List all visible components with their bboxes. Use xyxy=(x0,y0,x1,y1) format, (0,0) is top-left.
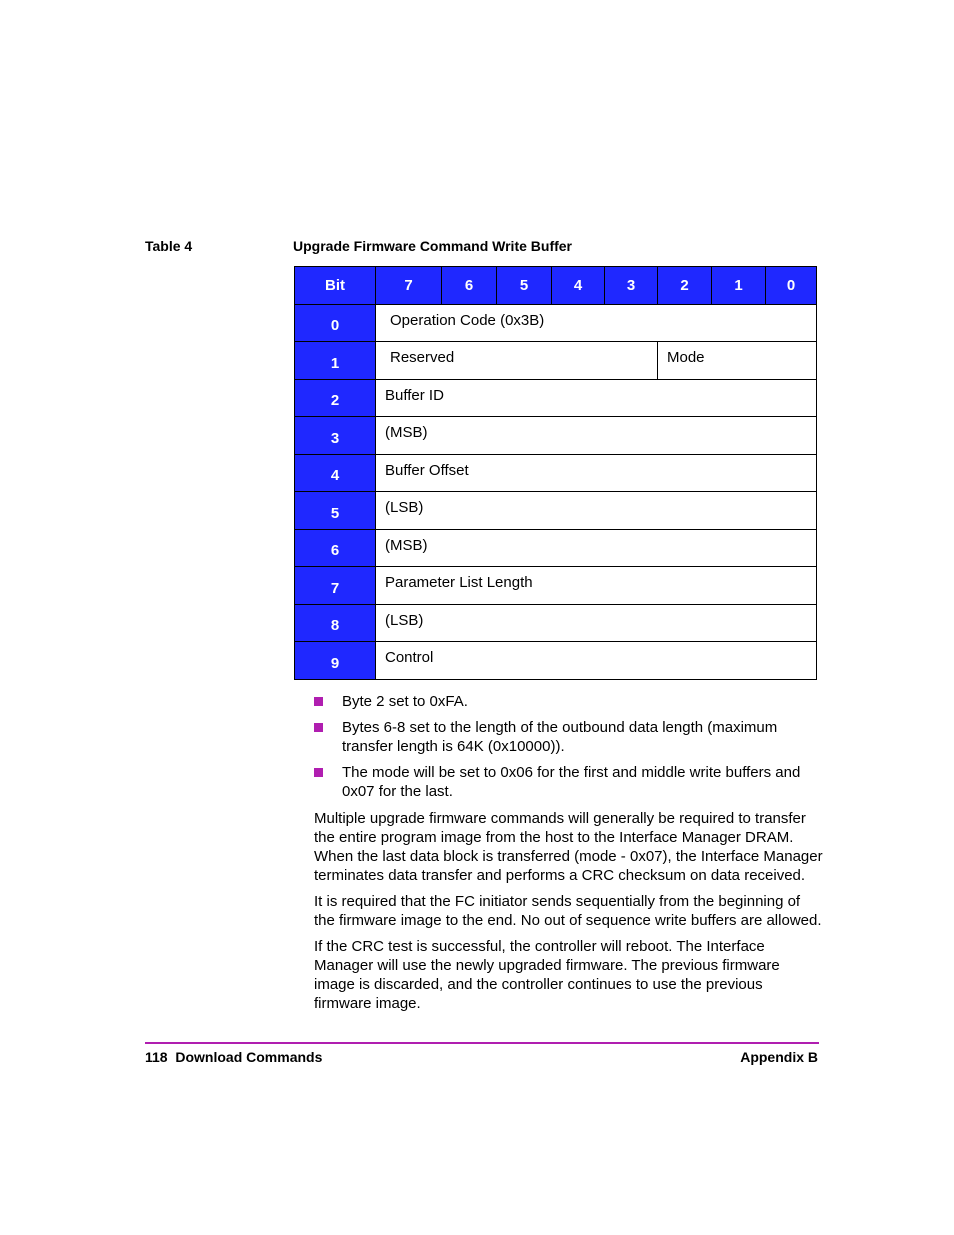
list-item xyxy=(314,763,824,801)
table-row xyxy=(295,379,817,417)
square-bullet-icon xyxy=(314,697,323,706)
table-row xyxy=(295,492,817,530)
table-row xyxy=(295,304,817,342)
byte-number: 1 xyxy=(295,342,376,380)
header-cell-4: 4 xyxy=(552,267,605,305)
table-row xyxy=(295,417,817,455)
table-row xyxy=(295,342,817,380)
table-row xyxy=(295,529,817,567)
table-cell: (MSB) xyxy=(376,417,817,455)
table-row xyxy=(295,567,817,605)
table-cell: (MSB) xyxy=(376,529,817,567)
byte-number: 4 xyxy=(295,454,376,492)
byte-number: 5 xyxy=(295,492,376,530)
header-cell-2: 2 xyxy=(658,267,712,305)
table-row xyxy=(295,642,817,680)
table-header-row xyxy=(295,267,817,305)
bullet-text: Byte 2 set to 0xFA. xyxy=(342,693,468,710)
list-item xyxy=(314,692,824,711)
table-cell: (LSB) xyxy=(376,604,817,642)
bullet-list xyxy=(314,692,824,808)
byte-number: 6 xyxy=(295,529,376,567)
header-cell-0: 0 xyxy=(766,267,817,305)
paragraph: It is required that the FC initiator sends sequentially from the beginning of the firmware image to the end. No out of sequence write buffers are allowed. xyxy=(314,893,822,929)
table-cell: Control xyxy=(376,642,817,680)
table-cell: Buffer Offset xyxy=(376,454,817,492)
header-cell-3: 3 xyxy=(605,267,658,305)
table-cell: Operation Code (0x3B) xyxy=(376,304,817,342)
table-row xyxy=(295,454,817,492)
byte-number: 7 xyxy=(295,567,376,605)
table-caption-title: Upgrade Firmware Command Write Buffer xyxy=(293,238,573,254)
byte-number: 0 xyxy=(295,304,376,342)
square-bullet-icon xyxy=(314,723,323,732)
byte-number: 9 xyxy=(295,642,376,680)
header-cell-1: 1 xyxy=(712,267,766,305)
footer-page-section: 118 Download Commands xyxy=(145,1049,323,1065)
byte-number: 2 xyxy=(295,379,376,417)
bullet-text: Bytes 6-8 set to the length of the outbound data length (maximum transfer length is 64K (0x10000)). xyxy=(342,719,778,755)
footer-appendix: Appendix B xyxy=(740,1049,818,1065)
list-item xyxy=(314,718,824,756)
header-cell-5: 5 xyxy=(497,267,552,305)
paragraph: If the CRC test is successful, the controller will reboot. The Interface Manager will use the newly upgraded firmware. The previous firmware image is discarded, and the controller continues to use the previous firmware image. xyxy=(314,938,780,1012)
footer-divider xyxy=(145,1042,819,1044)
bullet-text: The mode will be set to 0x06 for the first and middle write buffers and 0x07 for the last. xyxy=(342,764,801,800)
header-cell-6: 6 xyxy=(442,267,497,305)
table-cell: Buffer ID xyxy=(376,379,817,417)
table-row xyxy=(295,604,817,642)
square-bullet-icon xyxy=(314,768,323,777)
paragraph: Multiple upgrade firmware commands will generally be required to transfer the entire program image from the host to the Interface Manager DRAM. When the last data block is transferred (mode - 0x07), the Interface Manager terminates data transfer and performs a CRC checksum on data received. xyxy=(314,810,823,884)
header-cell-bit: Bit xyxy=(295,267,376,305)
table-cell: Mode xyxy=(658,342,817,380)
table-caption-label: Table 4 xyxy=(145,238,193,254)
body-text xyxy=(314,809,824,1020)
table-cell: Parameter List Length xyxy=(376,567,817,605)
byte-number: 8 xyxy=(295,604,376,642)
header-cell-7: 7 xyxy=(376,267,442,305)
byte-number: 3 xyxy=(295,417,376,455)
table-cell: (LSB) xyxy=(376,492,817,530)
cdb-table xyxy=(294,266,817,680)
table-cell: Reserved xyxy=(376,342,658,380)
